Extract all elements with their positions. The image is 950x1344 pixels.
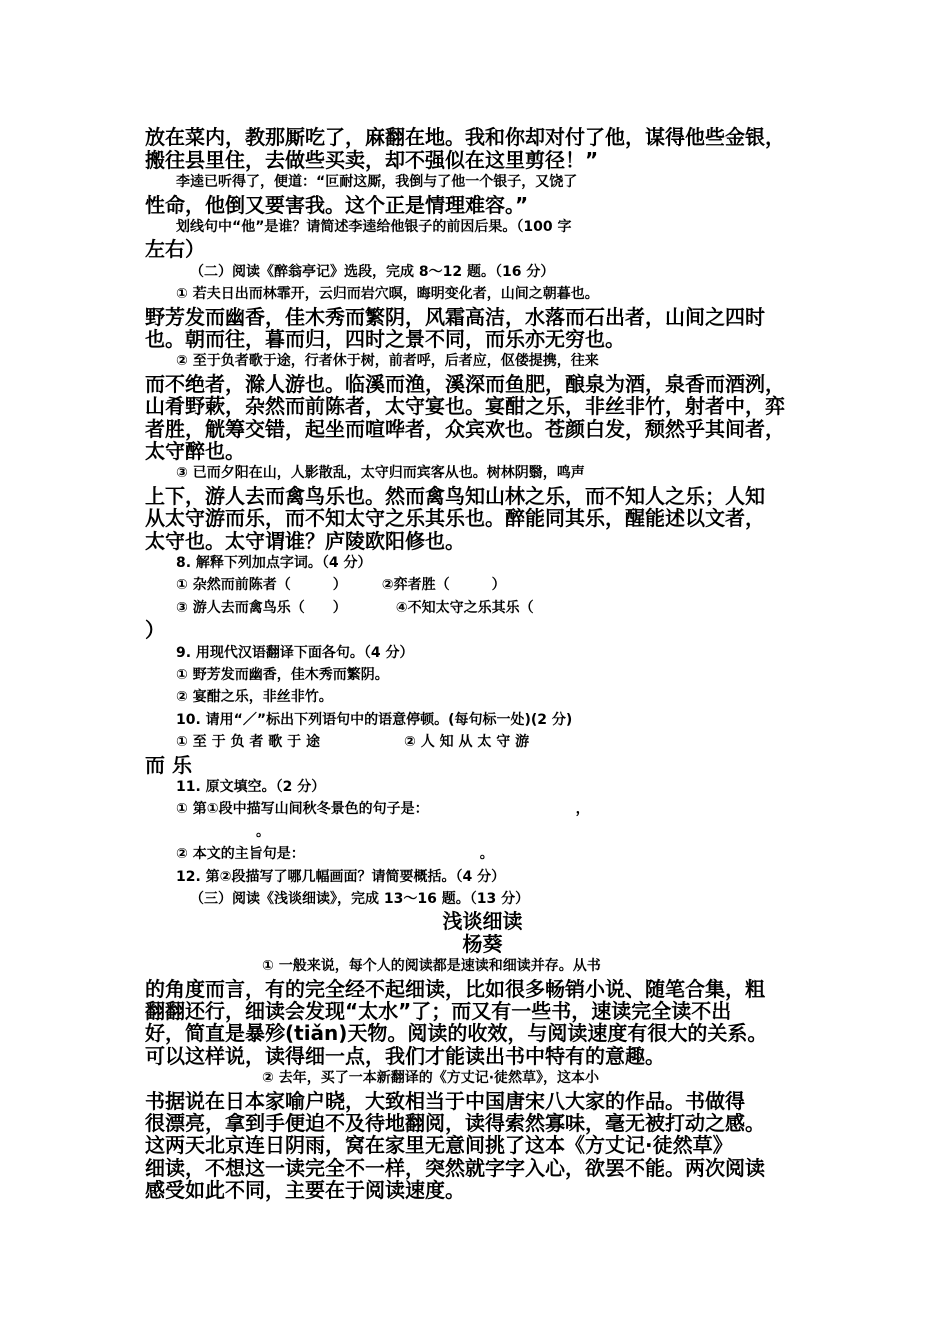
text-line: ② 至于负者歌于途，行者休于树，前者呼，后者应，伛偻提携，往来 (176, 353, 599, 369)
text-line: 上下，游人去而禽鸟乐也。然而禽鸟知山林之乐，而不知人之乐；人知 (145, 484, 765, 508)
text-line: 也。朝而往，暮而归，四时之景不同，而乐亦无穷也。 (145, 327, 625, 351)
text-line: 野芳发而幽香，佳木秀而繁阴，风霜高洁，水落而石出者，山间之四时 (145, 305, 765, 329)
text-line: 这两天北京连日阴雨，窝在家里无意间挑了这本《方丈记·徒然草》 (145, 1133, 733, 1157)
question-8: 8. 解释下列加点字词。（4 分） (176, 555, 372, 571)
text-line: 很漂亮，拿到手便迫不及待地翻阅，读得索然寡味，毫无被打动之感。 (145, 1111, 765, 1135)
text-line: 书据说在日本家喻户晓，大致相当于中国唐宋八大家的作品。书做得 (145, 1089, 745, 1113)
text-line: 搬往县里住，去做些买卖，却不强似在这里剪径！” (145, 148, 599, 172)
text-line: 性命，他倒又要害我。这个正是情理难容。” (145, 193, 529, 217)
question-11-item: ② 本文的主旨句是： 。 (176, 846, 494, 862)
text-line: 山肴野蔌，杂然而前陈者，太守宴也。宴酣之乐，非丝非竹，射者中，弈 (145, 394, 785, 418)
text-line: 而 乐 (145, 753, 192, 777)
text-line: 而不绝者，滁人游也。临溪而渔，溪深而鱼肥，酿泉为酒，泉香而酒洌， (145, 372, 785, 396)
question-12: 12. 第②段描写了哪几幅画面？请简要概括。（4 分） (176, 869, 506, 885)
text-line: 从太守游而乐，而不知太守之乐其乐也。醉能同其乐，醒能述以文者， (145, 506, 765, 530)
text-line: 细读，不想这一读完全不一样，突然就字字入心，欲罢不能。两次阅读 (145, 1156, 765, 1180)
question-9: 9. 用现代汉语翻译下面各句。（4 分） (176, 645, 414, 661)
text-line: ③ 已而夕阳在山，人影散乱，太守归而宾客从也。树林阴翳，鸣声 (176, 465, 585, 481)
question-9-item: ② 宴酣之乐，非丝非竹。 (176, 689, 333, 705)
question-10-item: ① 至 于 负 者 歌 于 途 ② 人 知 从 太 守 游 (176, 734, 530, 750)
text-line: 翻翻还行，细读会发现“太水”了；而又有一些书，速读完全读不出 (145, 999, 732, 1023)
text-line: 可以这样说，读得细一点，我们才能读出书中特有的意趣。 (145, 1044, 665, 1068)
question-8-item: ① 杂然而前陈者（ ） ②弈者胜（ ） (176, 577, 506, 593)
text-line: ① 若夫日出而林霏开，云归而岩穴暝，晦明变化者，山间之朝暮也。 (176, 286, 599, 302)
text-line: 的角度而言，有的完全经不起细读，比如很多畅销小说、随笔合集，粗 (145, 977, 765, 1001)
text-line: 好，简直是暴殄(tiǎn)天物。阅读的收效，与阅读速度有很大的关系。 (145, 1021, 768, 1045)
text-line: ② 去年，买了一本新翻译的《方丈记·徒然草》，这本小 (262, 1070, 600, 1086)
section-heading: （三）阅读《浅谈细读》，完成 13～16 题。（13 分） (190, 891, 530, 907)
text-line: 感受如此不同，主要在于阅读速度。 (145, 1178, 465, 1202)
text-line: 李逵已听得了，便道：“叵耐这厮，我倒与了他一个银子，又饶了 (176, 174, 578, 190)
section-heading: （二）阅读《醉翁亭记》选段，完成 8～12 题。（16 分） (190, 264, 555, 280)
question-9-item: ① 野芳发而幽香，佳木秀而繁阴。 (176, 667, 389, 683)
text-line: 放在菜内，教那厮吃了，麻翻在地。我和你却对付了他，谋得他些金银， (145, 125, 785, 149)
question-11-item: ① 第①段中描写山间秋冬景色的句子是： ， (176, 801, 590, 817)
text-line: 划线句中“他”是谁？请简述李逵给他银子的前因后果。（100 字 (176, 219, 572, 235)
text-line: ） (145, 618, 165, 642)
question-10: 10. 请用“／”标出下列语句中的语意停顿。(每句标一处)(2 分) (176, 712, 573, 728)
text-line: 太守也。太守谓谁？庐陵欧阳修也。 (145, 529, 465, 553)
article-title: 浅谈细读 (442, 909, 523, 933)
article-author: 杨葵 (462, 932, 503, 956)
question-11: 11. 原文填空。（2 分） (176, 779, 326, 795)
text-line: 左右） (145, 237, 205, 261)
text-line: ① 一般来说，每个人的阅读都是速读和细读并存。从书 (262, 958, 601, 974)
question-8-item: ③ 游人去而禽鸟乐（ ） ④不知太守之乐其乐（ (176, 600, 534, 616)
text-line: 太守醉也。 (145, 439, 245, 463)
text-line: 者胜，觥筹交错，起坐而喧哗者，众宾欢也。苍颜白发，颓然乎其间者， (145, 417, 785, 441)
text-line: 。 (256, 824, 270, 840)
